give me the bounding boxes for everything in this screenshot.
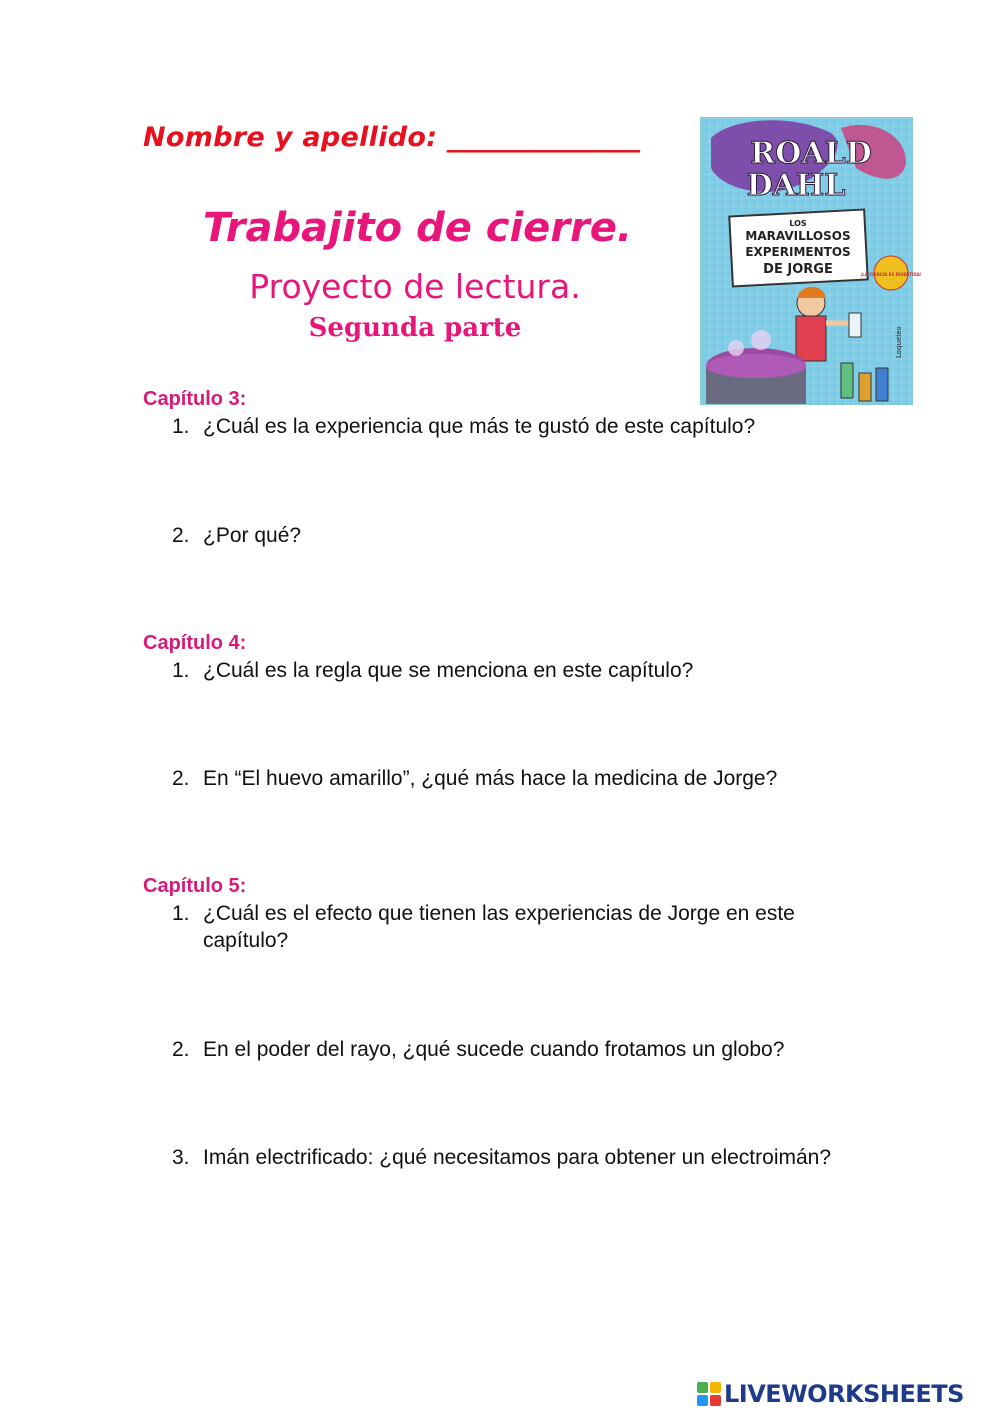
book-cover-image: [700, 117, 922, 405]
cover-author-line1: ROALD: [750, 136, 872, 171]
name-field-label[interactable]: Nombre y apellido: ______________: [143, 122, 641, 153]
worksheet-part: Segunda parte: [308, 313, 522, 343]
liveworksheets-brand[interactable]: [697, 1379, 964, 1409]
liveworksheets-logo-icon: [697, 1382, 721, 1406]
cover-author-line2: DAHL: [746, 168, 846, 203]
cover-title-line2: EXPERIMENTOS: [745, 245, 851, 259]
question-text: ¿Cuál es el efecto que tienen las experiencias de Jorge en este capítulo?: [203, 902, 795, 952]
question-text: En “El huevo amarillo”, ¿qué más hace la medicina de Jorge?: [203, 767, 778, 790]
cover-badge: ¡LA CIENCIA ES DIVERTIDA!: [860, 272, 922, 277]
question-text: En el poder del rayo, ¿qué sucede cuando frotamos un globo?: [203, 1038, 785, 1061]
question-number: 3.: [172, 1146, 190, 1169]
cover-title-small: LOS: [789, 219, 807, 228]
cover-title-line1: MARAVILLOSOS: [745, 229, 851, 243]
question-number: 2.: [172, 524, 190, 547]
worksheet-title: Trabajito de cierre.: [202, 205, 633, 251]
worksheet-subtitle: Proyecto de lectura.: [249, 267, 581, 306]
chapter-heading: Capítulo 4:: [143, 632, 247, 654]
cover-title-line3: DE JORGE: [763, 262, 833, 277]
question-text: ¿Cuál es la regla que se menciona en este capítulo?: [203, 659, 694, 682]
question-text: Imán electrificado: ¿qué necesitamos para obtener un electroimán?: [203, 1146, 832, 1169]
question-number: 2.: [172, 767, 190, 790]
question-number: 2.: [172, 1038, 190, 1061]
question-text: ¿Por qué?: [203, 524, 302, 547]
chapter-heading: Capítulo 3:: [143, 388, 247, 410]
question-number: 1.: [172, 902, 190, 925]
question-number: 1.: [172, 659, 190, 682]
chapter-heading: Capítulo 5:: [143, 875, 247, 897]
question-text: ¿Cuál es la experiencia que más te gustó de este capítulo?: [203, 415, 756, 438]
question-number: 1.: [172, 415, 190, 438]
cover-publisher: Loqueleo: [895, 326, 903, 358]
brand-label: LIVEWORKSHEETS: [724, 1380, 964, 1408]
